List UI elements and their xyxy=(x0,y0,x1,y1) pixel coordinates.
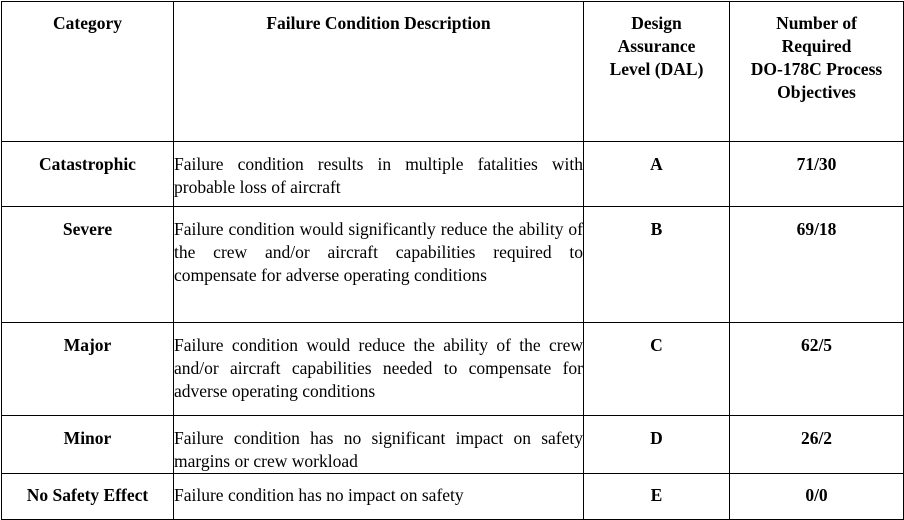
header-objectives-line: DO-178C Process xyxy=(750,59,883,79)
header-objectives-line: Number of xyxy=(776,13,857,33)
header-description: Failure Condition Description xyxy=(174,2,584,142)
header-objectives xyxy=(730,2,904,142)
description-cell: Failure condition would reduce the ability of the crew and/or aircraft capabilities needed to compensate for adverse operating conditions xyxy=(174,323,584,416)
objectives-cell: 0/0 xyxy=(730,474,904,520)
dal-cell: C xyxy=(584,323,730,416)
description-cell: Failure condition has no significant impact on safety margins or crew workload xyxy=(174,416,584,474)
header-objectives-line: Objectives xyxy=(777,82,856,102)
objectives-cell: 71/30 xyxy=(730,142,904,207)
description-cell: Failure condition results in multiple fatalities with probable loss of aircraft xyxy=(174,142,584,207)
category-cell: Minor xyxy=(2,416,174,474)
objectives-cell: 69/18 xyxy=(730,207,904,323)
objectives-cell: 62/5 xyxy=(730,323,904,416)
table-row xyxy=(2,207,904,323)
header-row xyxy=(2,2,904,142)
category-cell: Severe xyxy=(2,207,174,323)
dal-table xyxy=(1,1,904,520)
objectives-cell: 26/2 xyxy=(730,416,904,474)
table-row xyxy=(2,142,904,207)
category-cell: Major xyxy=(2,323,174,416)
header-dal-line: Design xyxy=(631,13,682,33)
dal-cell: B xyxy=(584,207,730,323)
dal-cell: E xyxy=(584,474,730,520)
dal-cell: D xyxy=(584,416,730,474)
table-row xyxy=(2,416,904,474)
table-row xyxy=(2,323,904,416)
header-objectives-line: Required xyxy=(781,36,852,56)
table-row xyxy=(2,474,904,520)
header-dal-line: Assurance xyxy=(617,36,696,56)
header-category: Category xyxy=(2,2,174,142)
dal-cell: A xyxy=(584,142,730,207)
header-dal xyxy=(584,2,730,142)
category-cell: Catastrophic xyxy=(2,142,174,207)
header-dal-line: Level (DAL) xyxy=(609,59,704,79)
category-cell: No Safety Effect xyxy=(2,474,174,520)
description-cell: Failure condition would significantly reduce the ability of the crew and/or aircraft capabilities required to compensate for adverse operating conditions xyxy=(174,207,584,323)
description-cell: Failure condition has no impact on safety xyxy=(174,474,584,520)
